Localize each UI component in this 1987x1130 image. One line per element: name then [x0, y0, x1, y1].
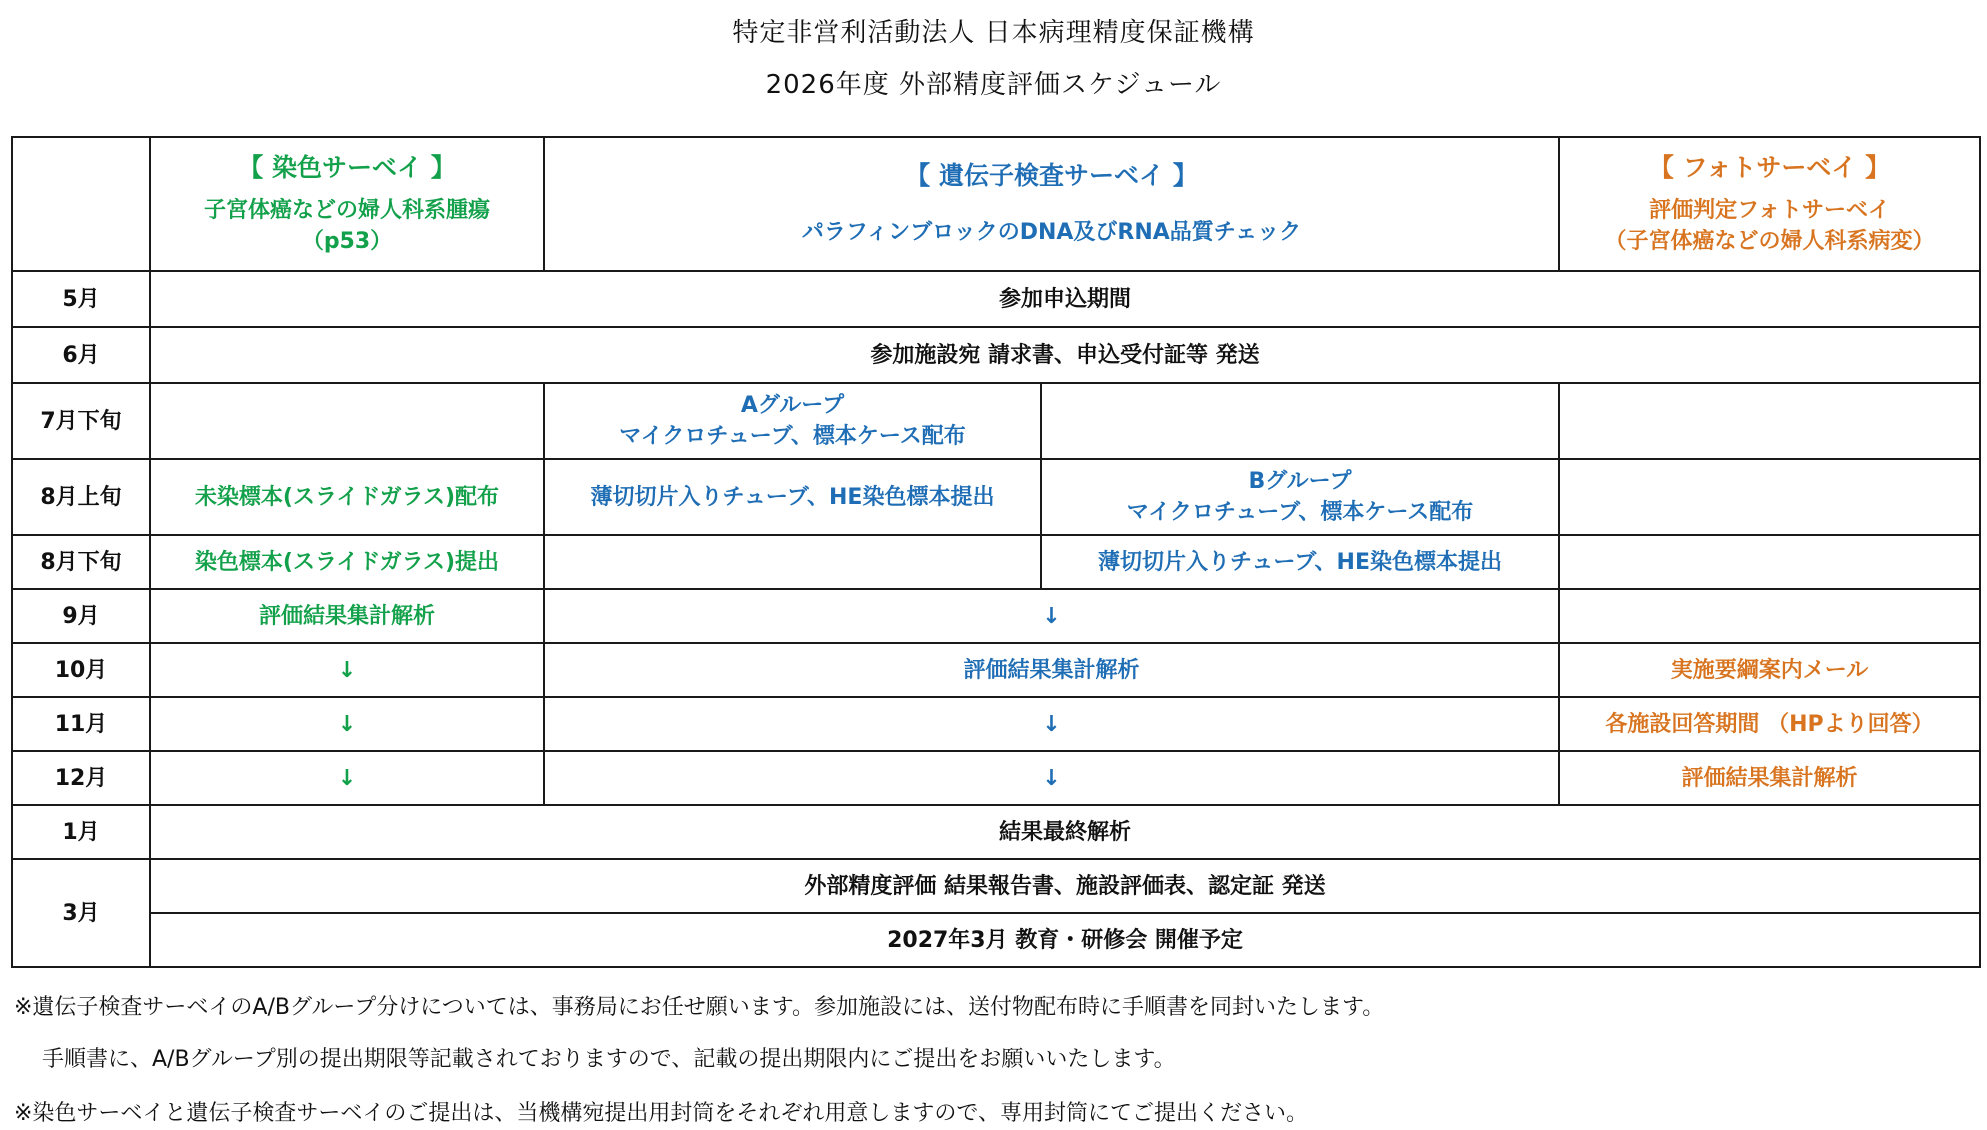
row-october	[12, 643, 1980, 697]
stain-cell: ↓	[150, 643, 544, 697]
month-label: 10月	[12, 643, 150, 697]
month-label: 5月	[12, 271, 150, 327]
stain-cell: ↓	[150, 697, 544, 751]
photo-cell	[1559, 589, 1980, 643]
gene-group-b-cell: 薄切切片入りチューブ、HE染色標本提出	[1041, 535, 1559, 589]
stain-survey-desc: 子宮体癌などの婦人科系腫瘍 （p53）	[203, 197, 490, 254]
row-march-1	[12, 859, 1980, 913]
gene-survey-desc: パラフィンブロックのDNA及びRNA品質チェック	[801, 220, 1302, 245]
all-surveys-cell: 外部精度評価 結果報告書、施設評価表、認定証 発送	[150, 859, 1980, 913]
gene-cell: ↓	[544, 589, 1559, 643]
gene-group-a-cell: Aグループ マイクロチューブ、標本ケース配布	[544, 383, 1041, 459]
row-november	[12, 697, 1980, 751]
stain-cell: ↓	[150, 751, 544, 805]
photo-cell	[1559, 459, 1980, 535]
row-january	[12, 805, 1980, 859]
photo-cell	[1559, 383, 1980, 459]
header-month-cell	[12, 137, 150, 271]
note-1: ※遺伝子検査サーベイのA/Bグループ分けについては、事務局にお任せ願います。参加施設には、送付物配布時に手順書を同封いたします。	[14, 995, 1385, 1020]
all-surveys-cell: 結果最終解析	[150, 805, 1980, 859]
month-label: 1月	[12, 805, 150, 859]
month-label: 8月下旬	[12, 535, 150, 589]
stain-cell: 未染標本(スライドガラス)配布	[150, 459, 544, 535]
schedule-table	[11, 136, 1981, 968]
month-label: 7月下旬	[12, 383, 150, 459]
photo-survey-title: 【 フォトサーベイ 】	[1648, 152, 1891, 182]
all-surveys-cell: 2027年3月 教育・研修会 開催予定	[150, 913, 1980, 967]
row-september	[12, 589, 1980, 643]
stain-cell: 評価結果集計解析	[150, 589, 544, 643]
gene-survey-header	[544, 137, 1559, 271]
row-june	[12, 327, 1980, 383]
stain-survey-title: 【 染色サーベイ 】	[238, 152, 456, 182]
note-2: 手順書に、A/Bグループ別の提出期限等記載されておりますので、記載の提出期限内にご提出をお願いいたします。	[42, 1047, 1176, 1072]
gene-cell: ↓	[544, 697, 1559, 751]
all-surveys-cell: 参加申込期間	[150, 271, 1980, 327]
all-surveys-cell: 参加施設宛 請求書、申込受付証等 発送	[150, 327, 1980, 383]
row-july-late	[12, 383, 1980, 459]
document-title: 特定非営利活動法人 日本病理精度保証機構	[732, 18, 1255, 48]
month-label: 11月	[12, 697, 150, 751]
header-row	[12, 137, 1980, 271]
gene-group-a-cell: 薄切切片入りチューブ、HE染色標本提出	[544, 459, 1041, 535]
document-subtitle: 2026年度 外部精度評価スケジュール	[765, 70, 1222, 100]
gene-group-a-cell	[544, 535, 1041, 589]
month-label: 8月上旬	[12, 459, 150, 535]
note-3: ※染色サーベイと遺伝子検査サーベイのご提出は、当機構宛提出用封筒をそれぞれ用意しますので、専用封筒にてご提出ください。	[14, 1101, 1308, 1126]
gene-cell: ↓	[544, 751, 1559, 805]
row-august-early	[12, 459, 1980, 535]
month-label: 6月	[12, 327, 150, 383]
photo-cell: 各施設回答期間 （HPより回答）	[1559, 697, 1980, 751]
gene-survey-title: 【 遺伝子検査サーベイ 】	[905, 161, 1198, 190]
gene-cell: 評価結果集計解析	[544, 643, 1559, 697]
photo-survey-header	[1559, 137, 1980, 271]
gene-group-b-cell: Bグループ マイクロチューブ、標本ケース配布	[1041, 459, 1559, 535]
row-august-late	[12, 535, 1980, 589]
gene-group-b-cell	[1041, 383, 1559, 459]
month-label: 9月	[12, 589, 150, 643]
row-december	[12, 751, 1980, 805]
stain-cell	[150, 383, 544, 459]
photo-cell: 評価結果集計解析	[1559, 751, 1980, 805]
photo-cell	[1559, 535, 1980, 589]
photo-cell: 実施要綱案内メール	[1559, 643, 1980, 697]
month-label: 12月	[12, 751, 150, 805]
row-may	[12, 271, 1980, 327]
stain-cell: 染色標本(スライドガラス)提出	[150, 535, 544, 589]
stain-survey-header	[150, 137, 544, 271]
month-label: 3月	[12, 859, 150, 967]
row-march-2	[12, 913, 1980, 967]
photo-survey-desc: 評価判定フォトサーベイ （子宮体癌などの婦人科系病変）	[1604, 197, 1935, 254]
